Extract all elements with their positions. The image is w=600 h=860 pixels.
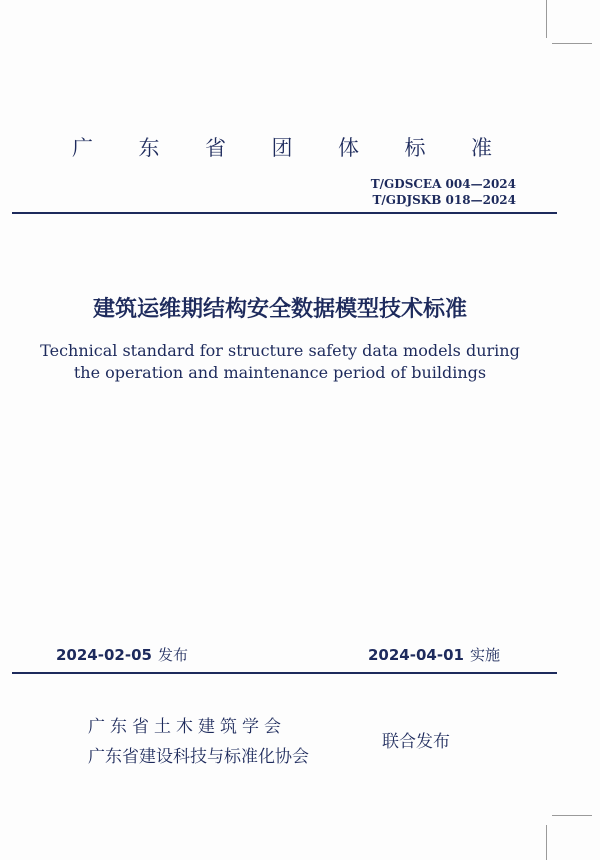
header-divider	[12, 212, 557, 214]
org-title-char: 广	[72, 136, 93, 160]
title-en-line-1: Technical standard for structure safety data models during	[40, 341, 520, 360]
crop-mark-bottom-vertical	[546, 825, 547, 860]
issue-date: 2024-02-05	[56, 646, 152, 664]
footer-divider	[12, 672, 557, 674]
effective-label: 实施	[469, 646, 500, 664]
title-en-line-2: the operation and maintenance period of buildings	[73, 363, 487, 382]
org-title-char: 团	[271, 136, 293, 160]
joint-publication-note: 联合发布	[382, 732, 450, 752]
standard-codes	[371, 176, 516, 208]
issue-label: 发布	[157, 646, 188, 664]
org-title-char: 标	[404, 136, 426, 160]
crop-mark-bottom-horizontal	[552, 815, 592, 816]
crop-mark-top-vertical	[546, 0, 547, 38]
publisher-2: 广东省建设科技与标准化协会	[88, 747, 309, 767]
standard-code-1: T/GDSCEA 004—2024	[370, 177, 516, 191]
org-title-char: 体	[338, 136, 359, 160]
org-title-char: 省	[205, 136, 226, 160]
effective-date: 2024-04-01	[368, 646, 464, 664]
publisher-list	[88, 712, 309, 772]
org-title-char: 准	[471, 136, 492, 160]
standard-title-english	[0, 340, 560, 384]
standard-code-2: T/GDJSKB 018—2024	[372, 193, 516, 207]
effective-date-row	[368, 644, 500, 665]
publisher-1: 广东省土木建筑学会	[88, 717, 286, 737]
org-title-char: 东	[138, 136, 160, 160]
crop-mark-top-horizontal	[552, 43, 592, 44]
standard-title-chinese: 建筑运维期结构安全数据模型技术标准	[92, 296, 467, 322]
org-standard-title	[72, 132, 492, 162]
issue-date-row	[56, 644, 188, 665]
